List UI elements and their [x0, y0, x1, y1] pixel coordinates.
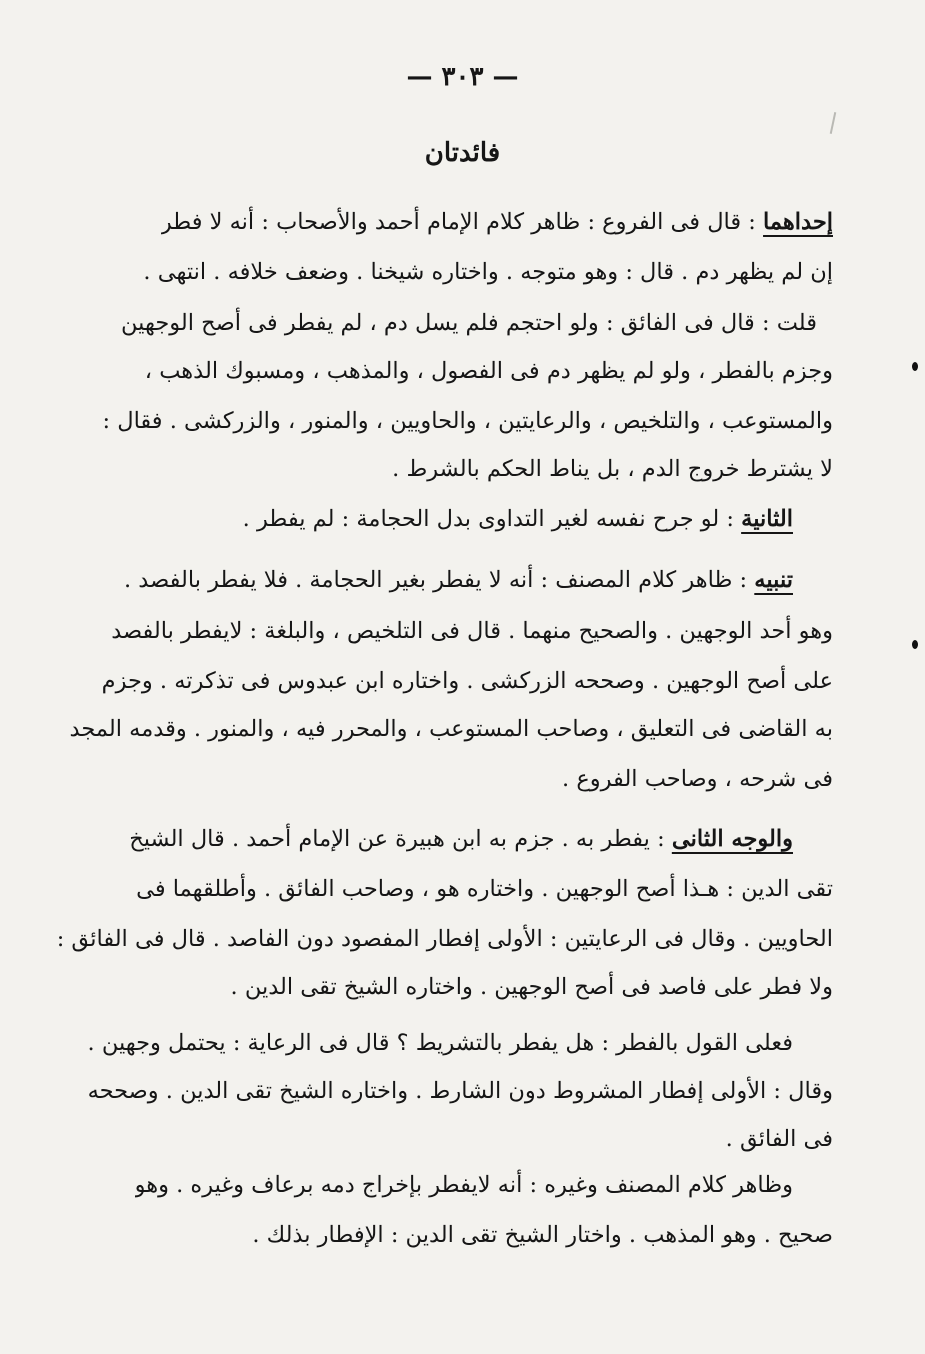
text-line	[129, 822, 793, 858]
line-text: به القاضى فى التعليق ، وصاحب المستوعب ، والمحرر فيه ، والمنور . وقدمه المجد	[69, 716, 833, 742]
text-line	[243, 502, 793, 538]
text-line	[392, 452, 833, 488]
text-line	[252, 1218, 833, 1254]
margin-dot	[912, 362, 918, 371]
text-line	[102, 664, 833, 700]
line-text: : ظاهر كلام المصنف : أنه لا يفطر بغير الحجامة . فلا يفطر بالفصد .	[123, 567, 755, 593]
line-text: إن لم يظهر دم . قال : وهو متوجه . واختاره شيخنا . وضعف خلافه . انتهى .	[143, 259, 833, 285]
section-heading: فائدتان	[424, 138, 501, 168]
text-line	[88, 1026, 793, 1062]
line-lead: تنبيه	[754, 567, 793, 593]
line-text: وظاهر كلام المصنف وغيره : أنه لايفطر بإخراج دمه برعاف وغيره . وهو	[134, 1172, 793, 1198]
line-text: صحيح . وهو المذهب . واختار الشيخ تقى الدين : الإفطار بذلك .	[252, 1222, 833, 1248]
line-text: لا يشترط خروج الدم ، بل يناط الحكم بالشرط .	[392, 456, 833, 482]
text-line	[121, 306, 817, 342]
text-line	[88, 1074, 833, 1110]
line-text: وجزم بالفطر ، ولو لم يظهر دم فى الفصول ، والمذهب ، ومسبوك الذهب ،	[144, 358, 833, 384]
line-text: تقى الدين : هـذا أصح الوجهين . واختاره هو ، وصاحب الفائق . وأطلقهما فى	[136, 876, 833, 902]
line-lead: إحداهما	[763, 209, 833, 235]
text-line	[135, 1168, 793, 1204]
line-text: وهو أحد الوجهين . والصحيح منهما . قال فى التلخيص ، والبلغة : لايفطر بالفصد	[111, 618, 833, 644]
line-text: فى شرحه ، وصاحب الفروع .	[562, 766, 833, 792]
text-line	[111, 614, 833, 650]
text-line	[231, 970, 833, 1006]
text-line	[161, 205, 833, 241]
margin-dot	[912, 640, 918, 649]
line-lead: الثانية	[741, 506, 793, 532]
line-text: قلت : قال فى الفائق : ولو احتجم فلم يسل دم ، لم يفطر فى أصح الوجهين	[121, 310, 817, 336]
text-line	[57, 922, 833, 958]
line-text: الحاويين . وقال فى الرعايتين : الأولى إفطار المفصود دون الفاصد . قال فى الفائق :	[56, 926, 833, 952]
line-text: فى الفائق .	[725, 1126, 833, 1152]
line-text: والمستوعب ، والتلخيص ، والرعايتين ، والحاويين ، والمنور ، والزركشى . فقال :	[102, 408, 833, 434]
line-text: : قال فى الفروع : ظاهر كلام الإمام أحمد والأصحاب : أنه لا فطر	[160, 209, 764, 235]
line-text: فعلى القول بالفطر : هل يفطر بالتشريط ؟ قال فى الرعاية : يحتمل وجهين .	[87, 1030, 793, 1056]
line-text: وقال : الأولى إفطار المشروط دون الشارط . واختاره الشيخ تقى الدين . وصححه	[87, 1078, 833, 1104]
text-line	[70, 712, 833, 748]
line-text: : يفطر به . جزم به ابن هبيرة عن الإمام أحمد . قال الشيخ	[129, 826, 672, 852]
margin-scratch	[830, 112, 837, 134]
text-line	[102, 404, 833, 440]
text-line	[726, 1122, 833, 1158]
line-text: على أصح الوجهين . وصححه الزركشى . واختاره ابن عبدوس فى تذكرته . وجزم	[101, 668, 833, 694]
page-number: — ٣٠٣ —	[406, 62, 519, 92]
line-lead: والوجه الثانى	[671, 826, 793, 852]
text-line	[124, 563, 793, 599]
text-line	[136, 872, 833, 908]
line-text: : لو جرح نفسه لغير التداوى بدل الحجامة : لم يفطر .	[242, 506, 742, 532]
text-line	[143, 255, 833, 291]
text-line	[562, 762, 833, 798]
text-line	[145, 354, 833, 390]
line-text: ولا فطر على فاصد فى أصح الوجهين . واختاره الشيخ تقى الدين .	[230, 974, 833, 1000]
